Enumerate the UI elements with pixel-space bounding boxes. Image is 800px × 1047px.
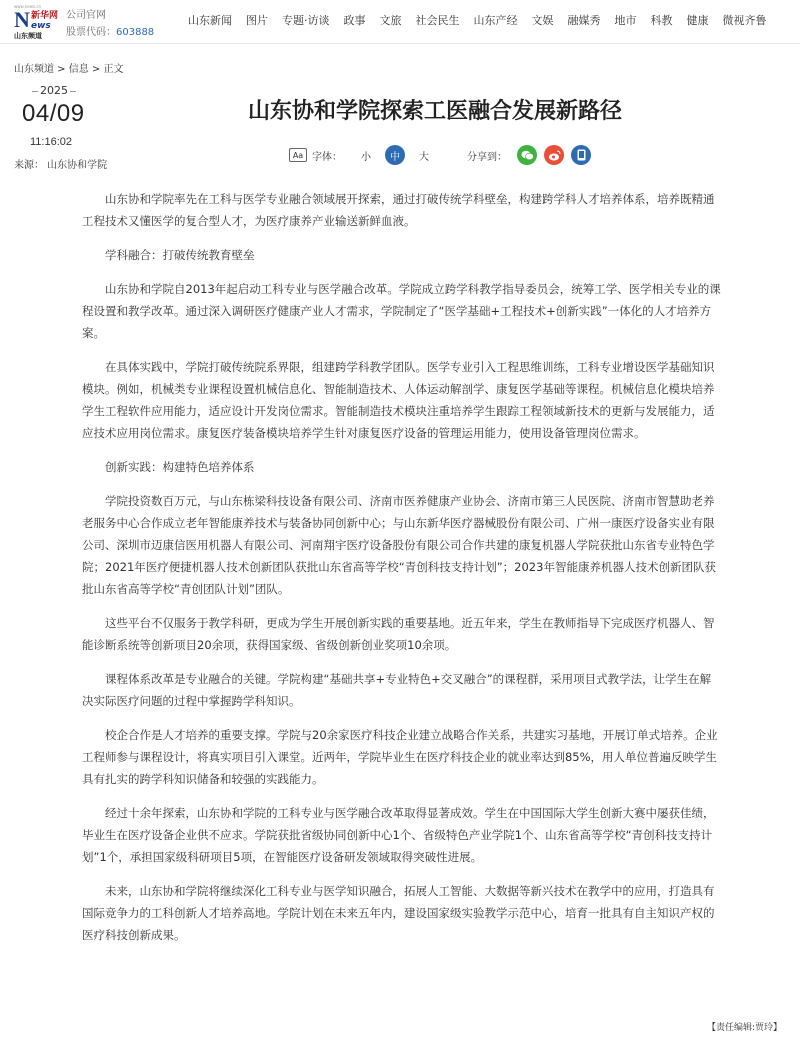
stock-info (66, 23, 154, 38)
breadcrumb (14, 60, 124, 75)
nav-item[interactable]: 微视齐鲁 (722, 14, 767, 27)
logo-brand-cn: 新华网 (31, 11, 59, 21)
font-medium-button[interactable]: 中 (385, 145, 405, 165)
nav-item[interactable]: 文娱 (531, 14, 554, 27)
nav-item[interactable]: 地市 (614, 14, 637, 27)
article-body (82, 188, 722, 958)
article-title: 山东协和学院探索工医融合发展新路径 (247, 99, 622, 124)
nav-item[interactable]: 山东新闻 (188, 14, 232, 27)
breadcrumb-section[interactable]: 信息 (68, 64, 89, 75)
nav-item[interactable]: 融媒秀 (567, 14, 601, 27)
article-paragraph: 山东协和学院率先在工科与医学专业融合领域展开探索，通过打破传统学科壁垒，构建跨学科人才培养体系，培养既精通工程技术又懂医学的复合型人才，为医疗康养产业输送新鲜血液。 (82, 192, 715, 228)
nav-item[interactable]: 专题·访谈 (282, 14, 330, 27)
nav-item[interactable]: 健康 (686, 14, 709, 27)
share-label: 分享到： (467, 151, 507, 163)
site-logo[interactable] (14, 4, 60, 40)
weibo-share-icon[interactable] (544, 145, 564, 165)
nav-item[interactable]: 社会民生 (415, 14, 460, 27)
nav-item[interactable]: 文旅 (379, 14, 402, 27)
article-paragraph: 课程体系改革是专业融合的关键。学院构建“基础共享+专业特色+交叉融合”的课程群，采用项目式教学法，让学生在解决实际医疗问题的过程中掌握跨学科知识。 (82, 672, 712, 708)
article-paragraph: 山东协和学院自2013年起启动工科专业与医学融合改革。学院成立跨学科教学指导委员会，统筹工学、医学相关专业的课程设置和教学改革。通过深入调研医疗健康产业人才需求，学院制定了“医学基础+工程技术+创新实践”一体化的人才培养方案。 (82, 282, 721, 340)
article-source: 来源： 山东协和学院 (14, 160, 108, 171)
font-small-button[interactable]: 小 (361, 151, 371, 163)
responsible-editor: 【责任编辑:贾玲】 (706, 1023, 782, 1033)
site-header (0, 0, 800, 44)
year-dash-right (70, 91, 76, 92)
top-nav (188, 12, 781, 28)
stock-code[interactable]: 603888 (116, 27, 155, 38)
nav-item[interactable]: 山东产经 (473, 14, 518, 27)
publish-date: 04/09 (22, 100, 85, 127)
logo-url: www.news.cn (14, 4, 42, 9)
logo-brand-en: ews (31, 21, 51, 31)
logo-n-glyph: N (14, 7, 30, 32)
article-paragraph: 这些平台不仅服务于教学科研，更成为学生开展创新实践的重要基地。近五年来，学生在教师指导下完成医疗机器人、智能诊断系统等创新项目20余项，获得国家级、省级创新创业奖项10余项。 (82, 616, 715, 652)
article-paragraph: 学院投资数百万元，与山东栋梁科技设备有限公司、济南市医养健康产业协会、济南市第三人民医院、济南市智慧助老养老服务中心合作成立老年智能康养技术与装备协同创新中心；与山东新华医疗器械股份有限公司、广州一康医疗设备实业有限公司、深圳市迈康信医用机器人有限公司、河南翔宇医疗设备股份有限公司合作共建的康复机器人学院获批山东省专业特色学院；2021年医疗便捷机器人技术创新团队获批山东省高等学校“青创科技支持计划”；2023年智能康养机器人技术创新团队获批山东省高等学校“青创团队计划”团队。 (82, 494, 716, 596)
company-site-link[interactable]: 公司官网 (66, 10, 106, 21)
font-size-label: 字体： (312, 151, 342, 163)
logo-channel: 山东频道 (14, 32, 42, 40)
article-tools (289, 144, 598, 166)
article-subheading: 学科融合：打破传统教育壁垒 (105, 248, 255, 262)
article-paragraph: 在具体实践中，学院打破传统院系界限，组建跨学科教学团队。医学专业引入工程思维训练，工科专业增设医学基础知识模块。例如，机械类专业课程设置机械信息化、智能制造技术、人体运动解剖学、康复医学基础等课程。机械信息化模块培养学生工程软件应用能力，适应设计开发岗位需求。智能制造技术模块注重培养学生跟踪工程领域新技术的更新与发展能力，适应技术应用岗位需求。康复医疗装备模块培养学生针对康复医疗设备的管理运用能力，使用设备管理岗位需求。 (82, 360, 715, 440)
article-subheading: 创新实践：构建特色培养体系 (105, 460, 255, 474)
breadcrumb-current: 正文 (103, 64, 124, 75)
breadcrumb-separator: > (54, 64, 69, 75)
wechat-share-icon[interactable] (517, 145, 537, 165)
font-large-button[interactable]: 大 (419, 151, 429, 163)
publish-time: 11:16:02 (30, 136, 73, 148)
article-paragraph: 经过十余年探索，山东协和学院的工科专业与医学融合改革取得显著成效。学生在中国国际大学生创新大赛中屡获佳绩，毕业生在医疗设备企业供不应求。学院获批省级协同创新中心1个、省级特色产业学院1个、山东省高等学校“青创科技支持计划”1个，承担国家级科研项目5项，在智能医疗设备研发领域取得突破性进展。 (82, 806, 715, 864)
breadcrumb-home[interactable]: 山东频道 (14, 64, 54, 75)
font-size-icon: Aa (289, 148, 307, 162)
article-paragraph: 未来，山东协和学院将继续深化工科专业与医学知识融合，拓展人工智能、大数据等新兴技术在教学中的应用，打造具有国际竞争力的工科创新人才培养高地。学院计划在未来五年内，建设国家级实验教学示范中心，培育一批具有自主知识产权的医疗科技创新成果。 (82, 884, 715, 942)
article-paragraph: 校企合作是人才培养的重要支撑。学院与20余家医疗科技企业建立战略合作关系，共建实习基地，开展订单式培养。企业工程师参与课程设计，将真实项目引入课堂。近两年，学院毕业生在医疗科技企业的就业率达到85%，用人单位普遍反映学生具有扎实的跨学科知识储备和较强的实践能力。 (82, 728, 718, 786)
year-text: 2025 (40, 84, 68, 97)
nav-item[interactable]: 政事 (343, 14, 366, 27)
breadcrumb-separator: > (88, 64, 104, 75)
mobile-share-icon[interactable] (571, 145, 591, 165)
nav-item[interactable]: 科教 (650, 14, 673, 27)
stock-label: 股票代码： (66, 27, 116, 38)
nav-item[interactable]: 图片 (246, 14, 268, 27)
year-dash-left (32, 91, 38, 92)
